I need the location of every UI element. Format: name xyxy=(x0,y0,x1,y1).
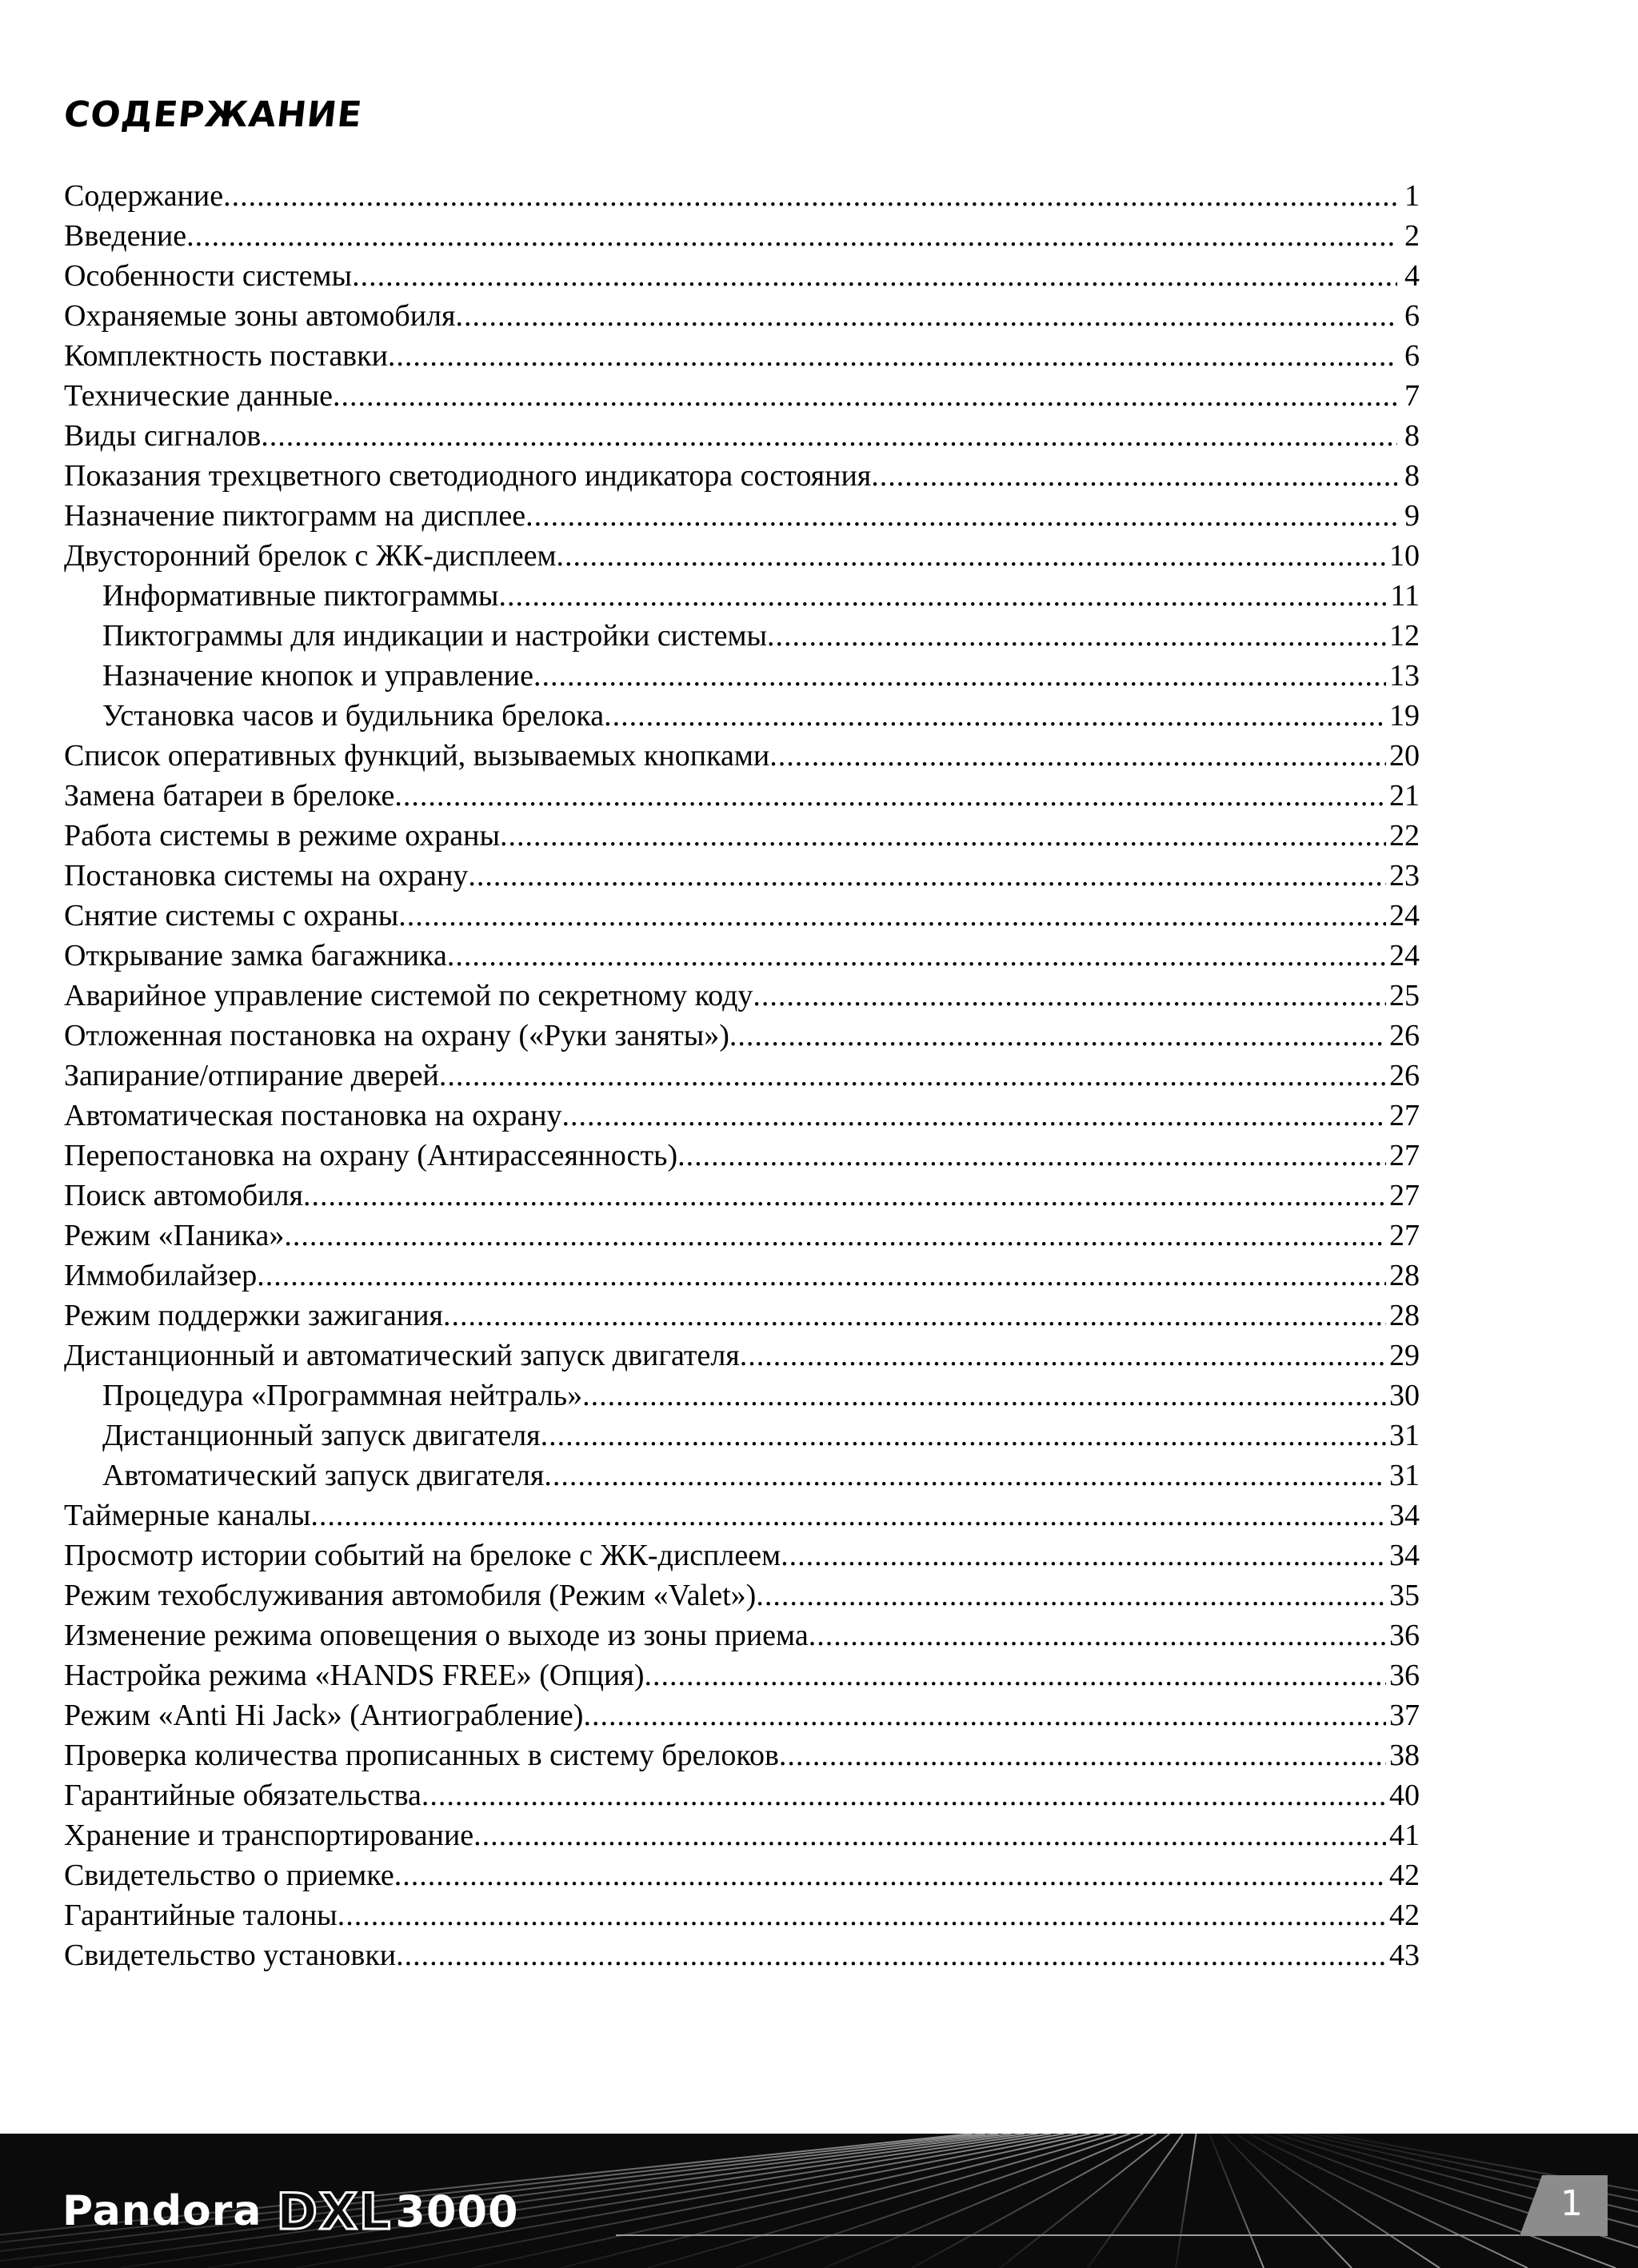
dot-leader xyxy=(352,256,1397,296)
toc-entry-page: 6 xyxy=(1404,339,1420,373)
dot-leader xyxy=(473,1815,1386,1855)
toc-entry-title: Информативные пиктограммы xyxy=(102,579,499,613)
toc-subentry xyxy=(64,696,1420,736)
toc-entry-page: 27 xyxy=(1389,1139,1420,1172)
toc-entry xyxy=(64,1096,1420,1136)
dot-leader xyxy=(338,1895,1386,1935)
toc-entry-page: 25 xyxy=(1389,979,1420,1012)
dot-leader xyxy=(779,1735,1386,1775)
footer-banner xyxy=(0,2134,1638,2268)
toc-entry-page: 41 xyxy=(1389,1819,1420,1852)
toc-entry xyxy=(64,816,1420,856)
dot-leader xyxy=(303,1176,1386,1216)
footer-rule xyxy=(616,2234,1520,2236)
toc-entry xyxy=(64,896,1420,936)
toc-entry-page: 9 xyxy=(1404,499,1420,533)
toc-entry xyxy=(64,1535,1420,1575)
dot-leader xyxy=(443,1296,1386,1336)
toc-entry-page: 6 xyxy=(1404,299,1420,333)
toc-entry-page: 34 xyxy=(1389,1499,1420,1532)
toc-subentry xyxy=(64,616,1420,656)
toc-entry-title: Двусторонний брелок с ЖК-дисплеем xyxy=(64,539,557,573)
dot-leader xyxy=(223,176,1397,216)
toc-entry-title: Режим «Паника» xyxy=(64,1219,285,1252)
toc-entry-page: 26 xyxy=(1389,1059,1420,1092)
toc-subentry xyxy=(64,656,1420,696)
toc-entry-title: Гарантийные талоны xyxy=(64,1899,338,1932)
toc-entry-page: 30 xyxy=(1389,1379,1420,1412)
toc-entry xyxy=(64,1336,1420,1376)
toc-entry-page: 13 xyxy=(1389,659,1420,693)
toc-entry-title: Свидетельство о приемке xyxy=(64,1859,394,1892)
toc-entry-title: Комплектность поставки xyxy=(64,339,388,373)
toc-entry-page: 2 xyxy=(1404,219,1420,253)
toc-entry-page: 8 xyxy=(1404,459,1420,493)
dot-leader xyxy=(498,576,1387,616)
toc-subentry xyxy=(64,1416,1420,1455)
toc-entry-page: 28 xyxy=(1389,1259,1420,1292)
toc-entry-title: Открывание замка багажника xyxy=(64,939,447,972)
toc-entry xyxy=(64,1056,1420,1096)
dot-leader xyxy=(740,1336,1386,1376)
dot-leader xyxy=(557,536,1386,576)
toc-entry-title: Постановка системы на охрану xyxy=(64,859,469,892)
toc-entry-title: Режим техобслуживания автомобиля (Режим «Valet») xyxy=(64,1579,757,1612)
toc-entry xyxy=(64,336,1420,376)
toc-entry-title: Автоматический запуск двигателя xyxy=(102,1459,545,1492)
dot-leader xyxy=(525,496,1397,536)
dot-leader xyxy=(562,1096,1386,1136)
dot-leader xyxy=(456,296,1398,336)
toc-entry-title: Процедура «Программная нейтраль» xyxy=(102,1379,583,1412)
toc-entry-title: Назначение пиктограмм на дисплее xyxy=(64,499,526,533)
dot-leader xyxy=(333,376,1397,416)
toc-entry-title: Список оперативных функций, вызываемых кнопками xyxy=(64,739,770,773)
toc-entry xyxy=(64,936,1420,976)
toc-entry-title: Установка часов и будильника брелока xyxy=(102,699,605,733)
toc-entry-page: 43 xyxy=(1389,1939,1420,1972)
dot-leader xyxy=(468,856,1386,896)
dot-leader xyxy=(756,1575,1386,1615)
toc-entry-page: 36 xyxy=(1389,1619,1420,1652)
toc-entry-title: Аварийное управление системой по секретному коду xyxy=(64,979,753,1012)
toc-entry-title: Назначение кнопок и управление xyxy=(102,659,533,693)
dot-leader xyxy=(500,816,1386,856)
toc-entry-page: 24 xyxy=(1389,899,1420,932)
toc-entry xyxy=(64,1296,1420,1336)
toc-entry-title: Режим «Anti Hi Jack» (Антиограбление) xyxy=(64,1699,584,1732)
dot-leader xyxy=(781,1535,1386,1575)
dot-leader xyxy=(583,1695,1386,1735)
toc-entry-page: 22 xyxy=(1389,819,1420,852)
dot-leader xyxy=(729,1016,1386,1056)
brand-model: DXL xyxy=(276,2182,393,2241)
dot-leader xyxy=(284,1216,1386,1256)
dot-leader xyxy=(645,1655,1387,1695)
toc-entry-title: Проверка количества прописанных в систему брелоков xyxy=(64,1739,779,1772)
toc-entry-page: 29 xyxy=(1389,1339,1420,1372)
toc-entry xyxy=(64,1495,1420,1535)
toc-entry-page: 34 xyxy=(1389,1539,1420,1572)
toc-entry xyxy=(64,976,1420,1016)
toc-entry xyxy=(64,1935,1420,1975)
toc-entry xyxy=(64,856,1420,896)
toc-entry-title: Замена батареи в брелоке xyxy=(64,779,395,813)
dot-leader xyxy=(388,336,1397,376)
dot-leader xyxy=(396,1935,1386,1975)
toc-entry-title: Настройка режима «HANDS FREE» (Опция) xyxy=(64,1659,645,1692)
toc-entry xyxy=(64,176,1420,216)
dot-leader xyxy=(544,1455,1386,1495)
toc-entry xyxy=(64,1775,1420,1815)
dot-leader xyxy=(310,1495,1386,1535)
dot-leader xyxy=(398,896,1386,936)
dot-leader xyxy=(767,616,1386,656)
toc-entry xyxy=(64,1575,1420,1615)
page-title: СОДЕРЖАНИЕ xyxy=(62,94,365,135)
toc-entry xyxy=(64,216,1420,256)
dot-leader xyxy=(871,456,1397,496)
toc-entry-page: 26 xyxy=(1389,1019,1420,1052)
toc-entry-title: Иммобилайзер xyxy=(64,1259,258,1292)
toc-entry-page: 8 xyxy=(1404,419,1420,453)
dot-leader xyxy=(186,216,1397,256)
toc-entry-page: 37 xyxy=(1389,1699,1420,1732)
toc-entry-page: 10 xyxy=(1389,539,1420,573)
toc-entry-page: 1 xyxy=(1404,179,1420,213)
toc-entry-title: Изменение режима оповещения о выходе из зоны приема xyxy=(64,1619,809,1652)
toc-entry-page: 31 xyxy=(1389,1459,1420,1492)
toc-entry-page: 42 xyxy=(1389,1859,1420,1892)
dot-leader xyxy=(677,1136,1386,1176)
dot-leader xyxy=(541,1416,1386,1455)
dot-leader xyxy=(533,656,1386,696)
dot-leader xyxy=(582,1376,1386,1416)
toc-entry-title: Свидетельство установки xyxy=(64,1939,397,1972)
page-number: 1 xyxy=(1560,2183,1583,2224)
toc-entry-page: 24 xyxy=(1389,939,1420,972)
brand-number: 3000 xyxy=(395,2186,519,2237)
toc-entry xyxy=(64,1016,1420,1056)
toc-entry xyxy=(64,776,1420,816)
toc-entry-page: 19 xyxy=(1389,699,1420,733)
toc-entry-title: Введение xyxy=(64,219,187,253)
toc-entry xyxy=(64,496,1420,536)
toc-entry xyxy=(64,256,1420,296)
toc-entry-title: Особенности системы xyxy=(64,259,353,293)
toc-subentry xyxy=(64,576,1420,616)
toc-entry-page: 40 xyxy=(1389,1779,1420,1812)
dot-leader xyxy=(257,1256,1386,1296)
dot-leader xyxy=(439,1056,1386,1096)
toc-entry xyxy=(64,296,1420,336)
toc-entry-page: 42 xyxy=(1389,1899,1420,1932)
toc-entry-page: 35 xyxy=(1389,1579,1420,1612)
toc-entry-page: 27 xyxy=(1389,1219,1420,1252)
toc-entry-title: Режим поддержки зажигания xyxy=(64,1299,444,1332)
toc-entry xyxy=(64,536,1420,576)
toc-entry-title: Поиск автомобиля xyxy=(64,1179,304,1212)
toc-entry-page: 7 xyxy=(1404,379,1420,413)
toc-entry xyxy=(64,1895,1420,1935)
toc-entry xyxy=(64,1176,1420,1216)
toc-entry-title: Таймерные каналы xyxy=(64,1499,311,1532)
toc-entry-title: Отложенная постановка на охрану («Руки заняты») xyxy=(64,1019,729,1052)
toc-entry-page: 23 xyxy=(1389,859,1420,892)
toc-entry xyxy=(64,736,1420,776)
toc-entry-page: 20 xyxy=(1389,739,1420,773)
dot-leader xyxy=(447,936,1386,976)
toc-entry-page: 27 xyxy=(1389,1099,1420,1132)
toc-entry-title: Показания трехцветного светодиодного индикатора состояния xyxy=(64,459,872,493)
toc-entry-page: 12 xyxy=(1389,619,1420,653)
toc-entry-title: Гарантийные обязательства xyxy=(64,1779,421,1812)
toc-entry xyxy=(64,456,1420,496)
toc-entry-page: 36 xyxy=(1389,1659,1420,1692)
dot-leader xyxy=(394,1855,1386,1895)
toc-entry xyxy=(64,1735,1420,1775)
toc-entry xyxy=(64,416,1420,456)
toc-entry xyxy=(64,1695,1420,1735)
toc-entry-title: Хранение и транспортирование xyxy=(64,1819,474,1852)
toc-entry xyxy=(64,1216,1420,1256)
toc-entry xyxy=(64,1815,1420,1855)
toc-entry-page: 4 xyxy=(1404,259,1420,293)
toc-entry-title: Содержание xyxy=(64,179,224,213)
toc-entry-page: 31 xyxy=(1389,1419,1420,1452)
toc-entry-title: Просмотр истории событий на брелоке с ЖК-дисплеем xyxy=(64,1539,781,1572)
dot-leader xyxy=(753,976,1386,1016)
brand-logo xyxy=(62,2183,519,2239)
toc-entry-title: Дистанционный и автоматический запуск двигателя xyxy=(64,1339,740,1372)
toc-subentry xyxy=(64,1455,1420,1495)
toc-entry-title: Снятие системы с охраны xyxy=(64,899,399,932)
table-of-contents xyxy=(64,176,1420,1975)
toc-entry-title: Перепостановка на охрану (Антирассеянность) xyxy=(64,1139,678,1172)
toc-entry-title: Запирание/отпирание дверей xyxy=(64,1059,439,1092)
toc-entry-page: 21 xyxy=(1389,779,1420,813)
dot-leader xyxy=(769,736,1386,776)
toc-entry-title: Работа системы в режиме охраны xyxy=(64,819,500,852)
toc-entry-title: Автоматическая постановка на охрану xyxy=(64,1099,562,1132)
toc-entry-page: 11 xyxy=(1390,579,1420,613)
dot-leader xyxy=(394,776,1386,816)
toc-entry xyxy=(64,1136,1420,1176)
brand-name: Pandora xyxy=(62,2187,262,2235)
toc-entry xyxy=(64,1655,1420,1695)
toc-entry-page: 38 xyxy=(1389,1739,1420,1772)
toc-entry-title: Дистанционный запуск двигателя xyxy=(102,1419,541,1452)
dot-leader xyxy=(421,1775,1386,1815)
toc-entry xyxy=(64,1256,1420,1296)
dot-leader xyxy=(604,696,1386,736)
dot-leader xyxy=(809,1615,1386,1655)
toc-entry-page: 27 xyxy=(1389,1179,1420,1212)
toc-entry-title: Охраняемые зоны автомобиля xyxy=(64,299,456,333)
toc-subentry xyxy=(64,1376,1420,1416)
toc-entry xyxy=(64,1615,1420,1655)
toc-entry xyxy=(64,1855,1420,1895)
toc-entry-title: Пиктограммы для индикации и настройки системы xyxy=(102,619,768,653)
dot-leader xyxy=(261,416,1397,456)
toc-entry-title: Технические данные xyxy=(64,379,334,413)
toc-entry-title: Виды сигналов xyxy=(64,419,262,453)
toc-entry xyxy=(64,376,1420,416)
toc-entry-page: 28 xyxy=(1389,1299,1420,1332)
